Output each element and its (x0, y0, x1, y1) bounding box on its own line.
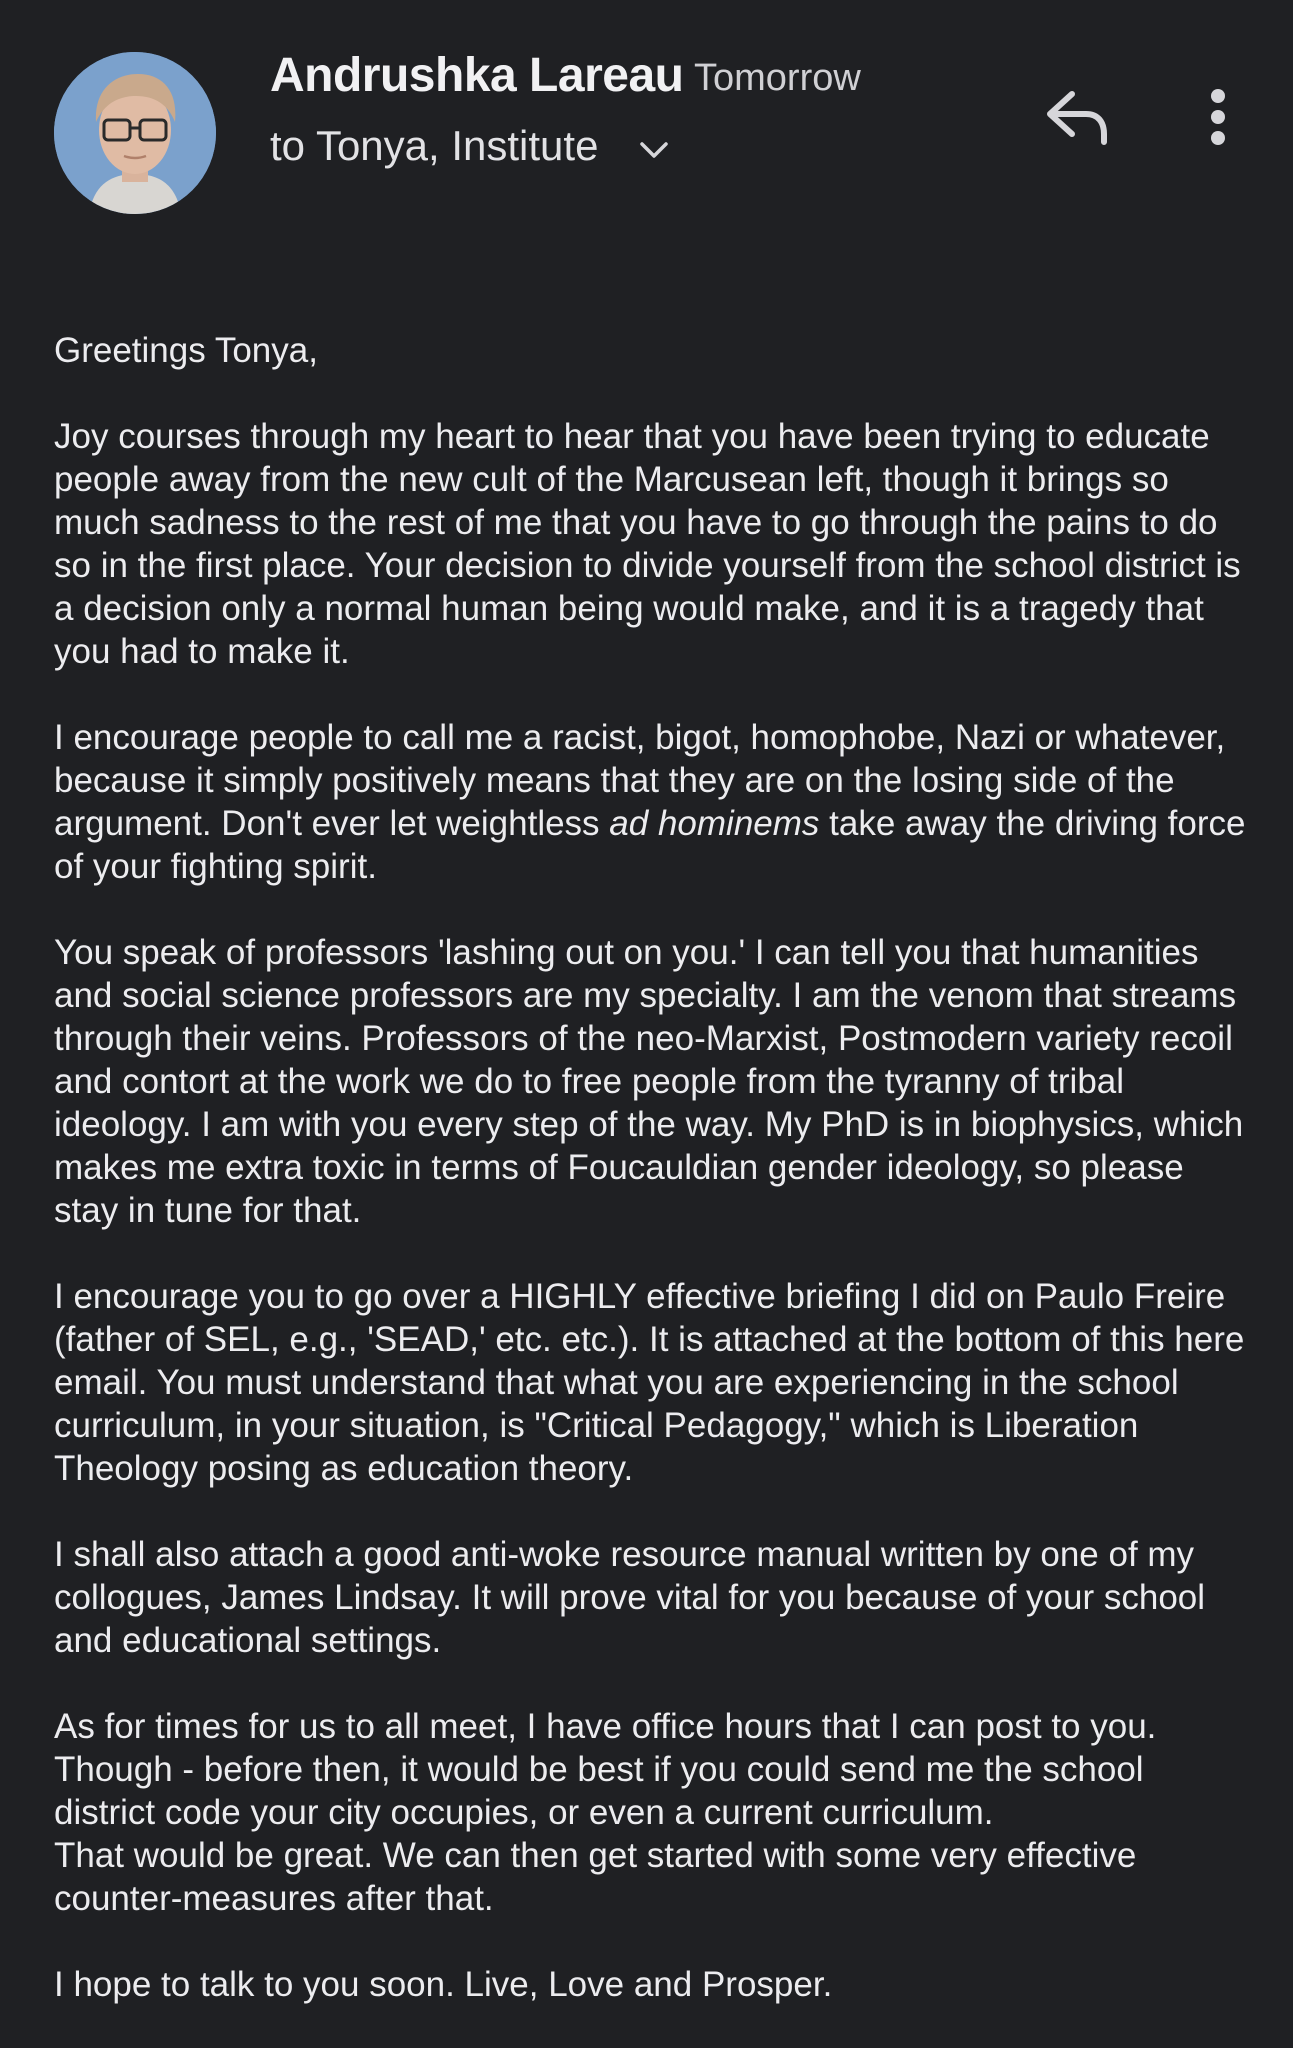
email-header (0, 0, 1293, 250)
email-body (54, 329, 1254, 2006)
email-paragraph-2 (54, 716, 1254, 888)
email-date: Tomorrow (694, 57, 861, 99)
paragraph-2-text-end: take away the driving force of your fighting spirit. (54, 804, 1246, 886)
email-paragraph-4: I encourage you to go over a HIGHLY effective briefing I did on Paulo Freire (father of SEL, e.g., 'SEAD,' etc. etc.). It is attached at the bottom of this here email. You must understand that what you are experiencing in the school curriculum, in your situation, is "Critical Pedagogy," which is Liberation Theology posing as education theory. (54, 1277, 1245, 1488)
email-paragraph-5: I shall also attach a good anti-woke resource manual written by one of my collogues, James Lindsay. It will prove vital for you because of your school and educational settings. (54, 1535, 1206, 1660)
email-paragraph-3: You speak of professors 'lashing out on you.' I can tell you that humanities and social science professors are my specialty. I am the venom that streams through their veins. Professors of the neo-Marxist, Postmodern variety recoil and contort at the work we do to free people from the tyranny of tribal ideology. I am with you every step of the way. My PhD is in biophysics, which makes me extra toxic in terms of Foucauldian gender ideology, so please stay in tune for that. (54, 933, 1244, 1230)
email-greeting: Greetings Tonya, (54, 331, 318, 370)
more-vert-icon[interactable] (1198, 86, 1238, 148)
paragraph-6-line-2: That would be great. We can then get started with some very effective counter-measures after that. (54, 1836, 1137, 1918)
recipients-line[interactable]: to Tonya, Institute (270, 122, 599, 169)
paragraph-2-italic-phrase: ad hominems (609, 804, 820, 843)
chevron-down-icon[interactable] (636, 136, 672, 164)
avatar-photo-icon (54, 52, 216, 214)
paragraph-2-text-start: I encourage people to call me a racist, bigot, homophobe, Nazi or whatever, because it simply positively means that they are on the losing side of the argument. Don't ever let weightless (54, 718, 1226, 843)
email-closing: I hope to talk to you soon. Live, Love and Prosper. (54, 1965, 833, 2004)
email-paragraph-6 (54, 1705, 1254, 1920)
sender-avatar[interactable] (54, 52, 216, 214)
email-paragraph-1: Joy courses through my heart to hear that you have been trying to educate people away from the new cult of the Marcusean left, though it brings so much sadness to the rest of me that you have to go through the pains to do so in the first place. Your decision to divide yourself from the school district is a decision only a normal human being would make, and it is a tragedy that you had to make it. (54, 417, 1241, 671)
paragraph-6-line-1: As for times for us to all meet, I have office hours that I can post to you. Though - before then, it would be best if you could send me the school district code your city occupies, or even a current curriculum. (54, 1707, 1157, 1832)
sender-name[interactable]: Andrushka Lareau (270, 49, 684, 102)
reply-icon[interactable] (1042, 86, 1112, 148)
